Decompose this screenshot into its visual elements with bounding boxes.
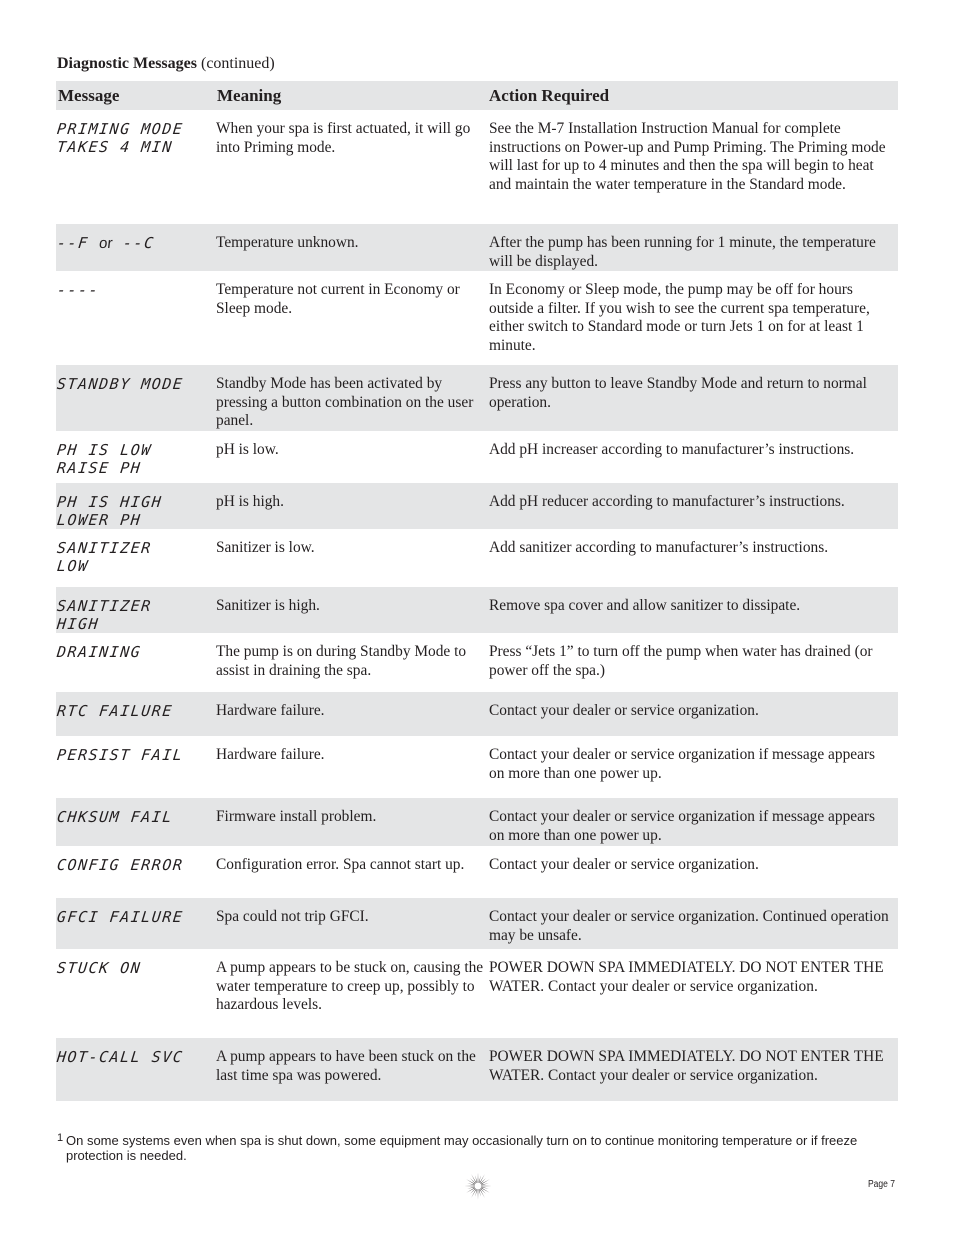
action-cell: Press any button to leave Standby Mode and return to normal operation. (489, 365, 898, 431)
lcd-message: RAISE PH (56, 458, 143, 477)
message-cell (56, 110, 216, 224)
action-cell: Add pH reducer according to manufacturer’s instructions. (489, 483, 898, 529)
message-cell (56, 949, 216, 1038)
message-cell (56, 846, 216, 898)
action-cell: Contact your dealer or service organization if message appears on more than one power up. (489, 745, 876, 782)
page-heading (57, 55, 275, 73)
action-cell: Contact your dealer or service organization. (489, 692, 898, 736)
table-row (56, 529, 898, 587)
meaning-cell: Configuration error. Spa cannot start up. (216, 855, 465, 873)
footnote-text: On some systems even when spa is shut down, some equipment may occasionally turn on to continue monitoring temperature or if freeze protection is needed. (66, 1133, 858, 1163)
message-cell (56, 898, 216, 949)
action-cell: Remove spa cover and allow sanitizer to dissipate. (489, 587, 898, 633)
table-row (56, 271, 898, 365)
action-cell: Press “Jets 1” to turn off the pump when water has drained (or power off the spa.) (489, 642, 873, 679)
page-number: Page 7 (868, 1179, 895, 1190)
meaning-cell: Spa could not trip GFCI. (216, 898, 489, 949)
meaning-cell: Sanitizer is high. (216, 587, 489, 633)
lcd-message: PH IS LOW (56, 440, 153, 459)
message-cell (56, 798, 216, 846)
action-cell: POWER DOWN SPA IMMEDIATELY. DO NOT ENTER THE WATER. Contact your dealer or service organization. (489, 958, 884, 995)
action-cell: Contact your dealer or service organization. Continued operation may be unsafe. (489, 898, 898, 949)
table-row (56, 587, 898, 633)
diagnostic-messages-table (56, 81, 898, 1101)
message-cell (56, 365, 216, 431)
table-header-row (56, 81, 898, 110)
meaning-cell: Hardware failure. (216, 692, 489, 736)
action-cell: Contact your dealer or service organization if message appears on more than one power up. (489, 798, 898, 846)
action-cell: See the M-7 Installation Instruction Manual for complete instructions on Power-up and Pump Priming. The Priming mode will last for up to 4 minutes and then the spa will begin to heat and maintain the water temperature in the Standard mode. (489, 120, 886, 193)
lcd-message: STANDBY MODE (56, 375, 185, 394)
column-header-message: Message (56, 81, 216, 110)
table-row (56, 365, 898, 431)
lcd-message: HIGH (56, 614, 101, 633)
meaning-cell: A pump appears to have been stuck on the last time spa was powered. (216, 1038, 489, 1101)
lcd-message: PRIMING MODE (56, 120, 185, 138)
lcd-message: STUCK ON (56, 958, 143, 977)
message-cell (56, 633, 216, 692)
lcd-message: DRAINING (56, 642, 143, 661)
footnote (57, 1133, 897, 1163)
meaning-cell: Hardware failure. (216, 745, 325, 763)
meaning-cell: Standby Mode has been activated by pressing a button combination on the user panel. (216, 365, 489, 431)
lcd-message: LOW (56, 556, 90, 575)
table-row (56, 949, 898, 1038)
message-cell (56, 529, 216, 587)
lcd-message: PH IS HIGH (56, 492, 164, 511)
lcd-message: HOT-CALL SVC (56, 1047, 185, 1066)
lcd-message: RTC FAILURE (56, 701, 174, 720)
meaning-cell: Firmware install problem. (216, 798, 489, 846)
or-text: or (98, 235, 114, 252)
lcd-message: SANITIZER (56, 538, 153, 557)
lcd-message: SANITIZER (56, 596, 153, 615)
section-title: Diagnostic Messages (57, 55, 197, 72)
column-header-action: Action Required (489, 81, 898, 110)
lcd-message: CHKSUM FAIL (56, 807, 174, 826)
meaning-cell: Sanitizer is low. (216, 538, 315, 556)
lcd-message-celsius: --C (122, 234, 156, 252)
table-row (56, 110, 898, 224)
table-row (56, 692, 898, 736)
meaning-cell: A pump appears to be stuck on, causing the water temperature to creep up, possibly to hazardous levels. (216, 958, 484, 1014)
action-cell: POWER DOWN SPA IMMEDIATELY. DO NOT ENTER THE WATER. Contact your dealer or service organization. (489, 1038, 898, 1101)
action-cell: Contact your dealer or service organization. (489, 855, 759, 873)
message-cell (56, 431, 216, 483)
action-cell: After the pump has been running for 1 minute, the temperature will be displayed. (489, 224, 898, 271)
lcd-message-fahrenheit: --F (56, 234, 90, 252)
lcd-message: LOWER PH (56, 510, 143, 529)
lcd-message: TAKES 4 MIN (56, 138, 174, 156)
table-row (56, 431, 898, 483)
lcd-message: ---- (56, 281, 101, 300)
table-row (56, 633, 898, 692)
action-cell: Add pH increaser according to manufacturer’s instructions. (489, 440, 855, 458)
lcd-message: GFCI FAILURE (56, 907, 185, 926)
footnote-mark: 1 (57, 1132, 64, 1144)
meaning-cell: Temperature not current in Economy or Sleep mode. (216, 281, 460, 317)
meaning-cell: pH is low. (216, 440, 279, 458)
meaning-cell: The pump is on during Standby Mode to assist in draining the spa. (216, 642, 467, 679)
message-cell (56, 224, 216, 271)
table-row (56, 1038, 898, 1101)
lcd-message: PERSIST FAIL (56, 745, 185, 764)
meaning-cell: When your spa is first actuated, it will go into Priming mode. (216, 120, 471, 156)
table-row (56, 798, 898, 846)
column-header-meaning: Meaning (216, 81, 489, 110)
lcd-message (56, 234, 212, 253)
table-row (56, 898, 898, 949)
lcd-message: CONFIG ERROR (56, 855, 185, 874)
sunburst-logo-icon (464, 1172, 492, 1200)
message-cell (56, 483, 216, 529)
meaning-cell: pH is high. (216, 483, 489, 529)
message-cell (56, 692, 216, 736)
message-cell (56, 587, 216, 633)
table-row (56, 483, 898, 529)
message-cell (56, 736, 216, 798)
table-row (56, 846, 898, 898)
message-cell (56, 1038, 216, 1101)
action-cell: In Economy or Sleep mode, the pump may be off for hours outside a filter. If you wish to see the current spa temperature, either switch to Standard mode or turn Jets 1 on for at least 1 minute. (489, 281, 870, 354)
message-cell (56, 271, 216, 365)
table-row (56, 224, 898, 271)
meaning-cell: Temperature unknown. (216, 224, 489, 271)
table-row (56, 736, 898, 798)
action-cell: Add sanitizer according to manufacturer’s instructions. (489, 538, 829, 556)
section-title-suffix: (continued) (200, 55, 275, 72)
